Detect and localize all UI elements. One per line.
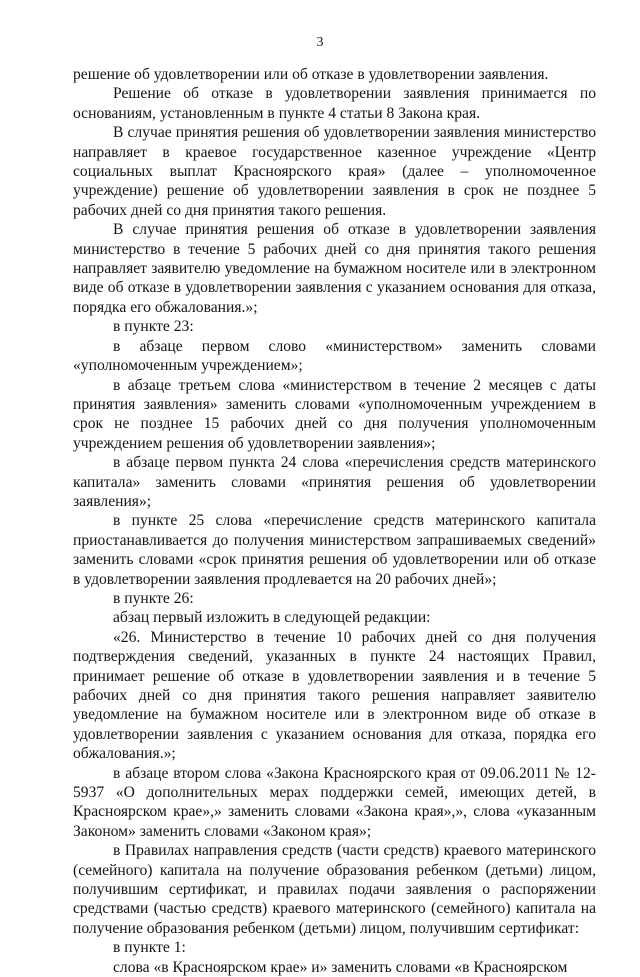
paragraph: Решение об отказе в удовлетворении заявления принимается по основаниям, установленным в пункте 4 статьи 8 Закона края. [73,85,596,122]
paragraph: в абзаце первом пункта 24 слова «перечисления средств материнского капитала» заменить словами «принятия решения об удовлетворении заявления»; [73,454,596,510]
paragraph: В случае принятия решения об отказе в удовлетворении заявления министерство в течение 5 рабочих дней со дня принятия такого решения направляет заявителю уведомление на бумажном носителе или в электронном виде об отказе в удовлетворении заявления с указанием основания для отказа, порядка его обжалования.»; [73,221,596,316]
paragraph: слова «в Красноярском крае» и» заменить словами «в Красноярском [113,958,568,976]
paragraph: в Правилах направления средств (части средств) краевого материнского (семейного) капитала на получение образования ребенком (детьми) лицом, получившим сертификат, и правилах подачи заявления о распоряжении средствами (частью средств) краевого материнского (семейного) капитала на получение образования ребенком (детьми) лицом, получившим сертификат: [73,842,596,937]
paragraph: в пункте 25 слова «перечисление средств материнского капитала приостанавливается до получения министерством запрашиваемых сведений» заменить словами «срок принятия решения об удовлетворении или об отказе в удовлетворении заявления продлевается на 20 рабочих дней»; [73,512,596,588]
paragraph: в абзаце третьем слова «министерством в течение 2 месяцев с даты принятия заявления» заменить словами «уполномоченным учреждением в срок не позднее 15 рабочих дней со дня получения уполномоченным учреждением решения об удовлетворении заявления»; [73,376,596,452]
paragraph: В случае принятия решения об удовлетворении заявления министерство направляет в краевое государственное казенное учреждение «Центр социальных выплат Красноярского края» (далее – уполномоченное учреждение) решение об удовлетворении заявления в срок не позднее 5 рабочих дней со дня принятия такого решения. [73,124,596,219]
paragraph: в пункте 1: [113,939,186,957]
paragraph: в пункте 23: [113,318,194,336]
paragraph: в абзаце втором слова «Закона Красноярского края от 09.06.2011 № 12-5937 «О дополнительных мерах поддержки семей, имеющих детей, в Красноярском крае»,» заменить словами «Закона края»,», слова «указанным Законом» заменить словами «Законом края»; [73,764,596,840]
paragraph: абзац первый изложить в следующей редакции: [113,609,431,627]
paragraph: в пункте 26: [113,589,194,607]
paragraph: «26. Министерство в течение 10 рабочих дней со дня получения подтверждения сведений, указанных в пункте 24 настоящих Правил, принимает решение об отказе в удовлетворении заявления и в течение 5 рабочих дней со дня принятия такого решения направляет заявителю уведомление на бумажном носителе или в электронном виде об отказе в удовлетворении заявления с указанием основания для отказа, порядка его обжалования.»; [73,628,596,763]
page-number: 3 [316,35,324,50]
paragraph: решение об удовлетворении или об отказе в удовлетворении заявления. [73,66,549,83]
document-body [73,65,596,977]
paragraph: в абзаце первом слово «министерством» заменить словами «уполномоченным учреждением»; [73,337,596,375]
